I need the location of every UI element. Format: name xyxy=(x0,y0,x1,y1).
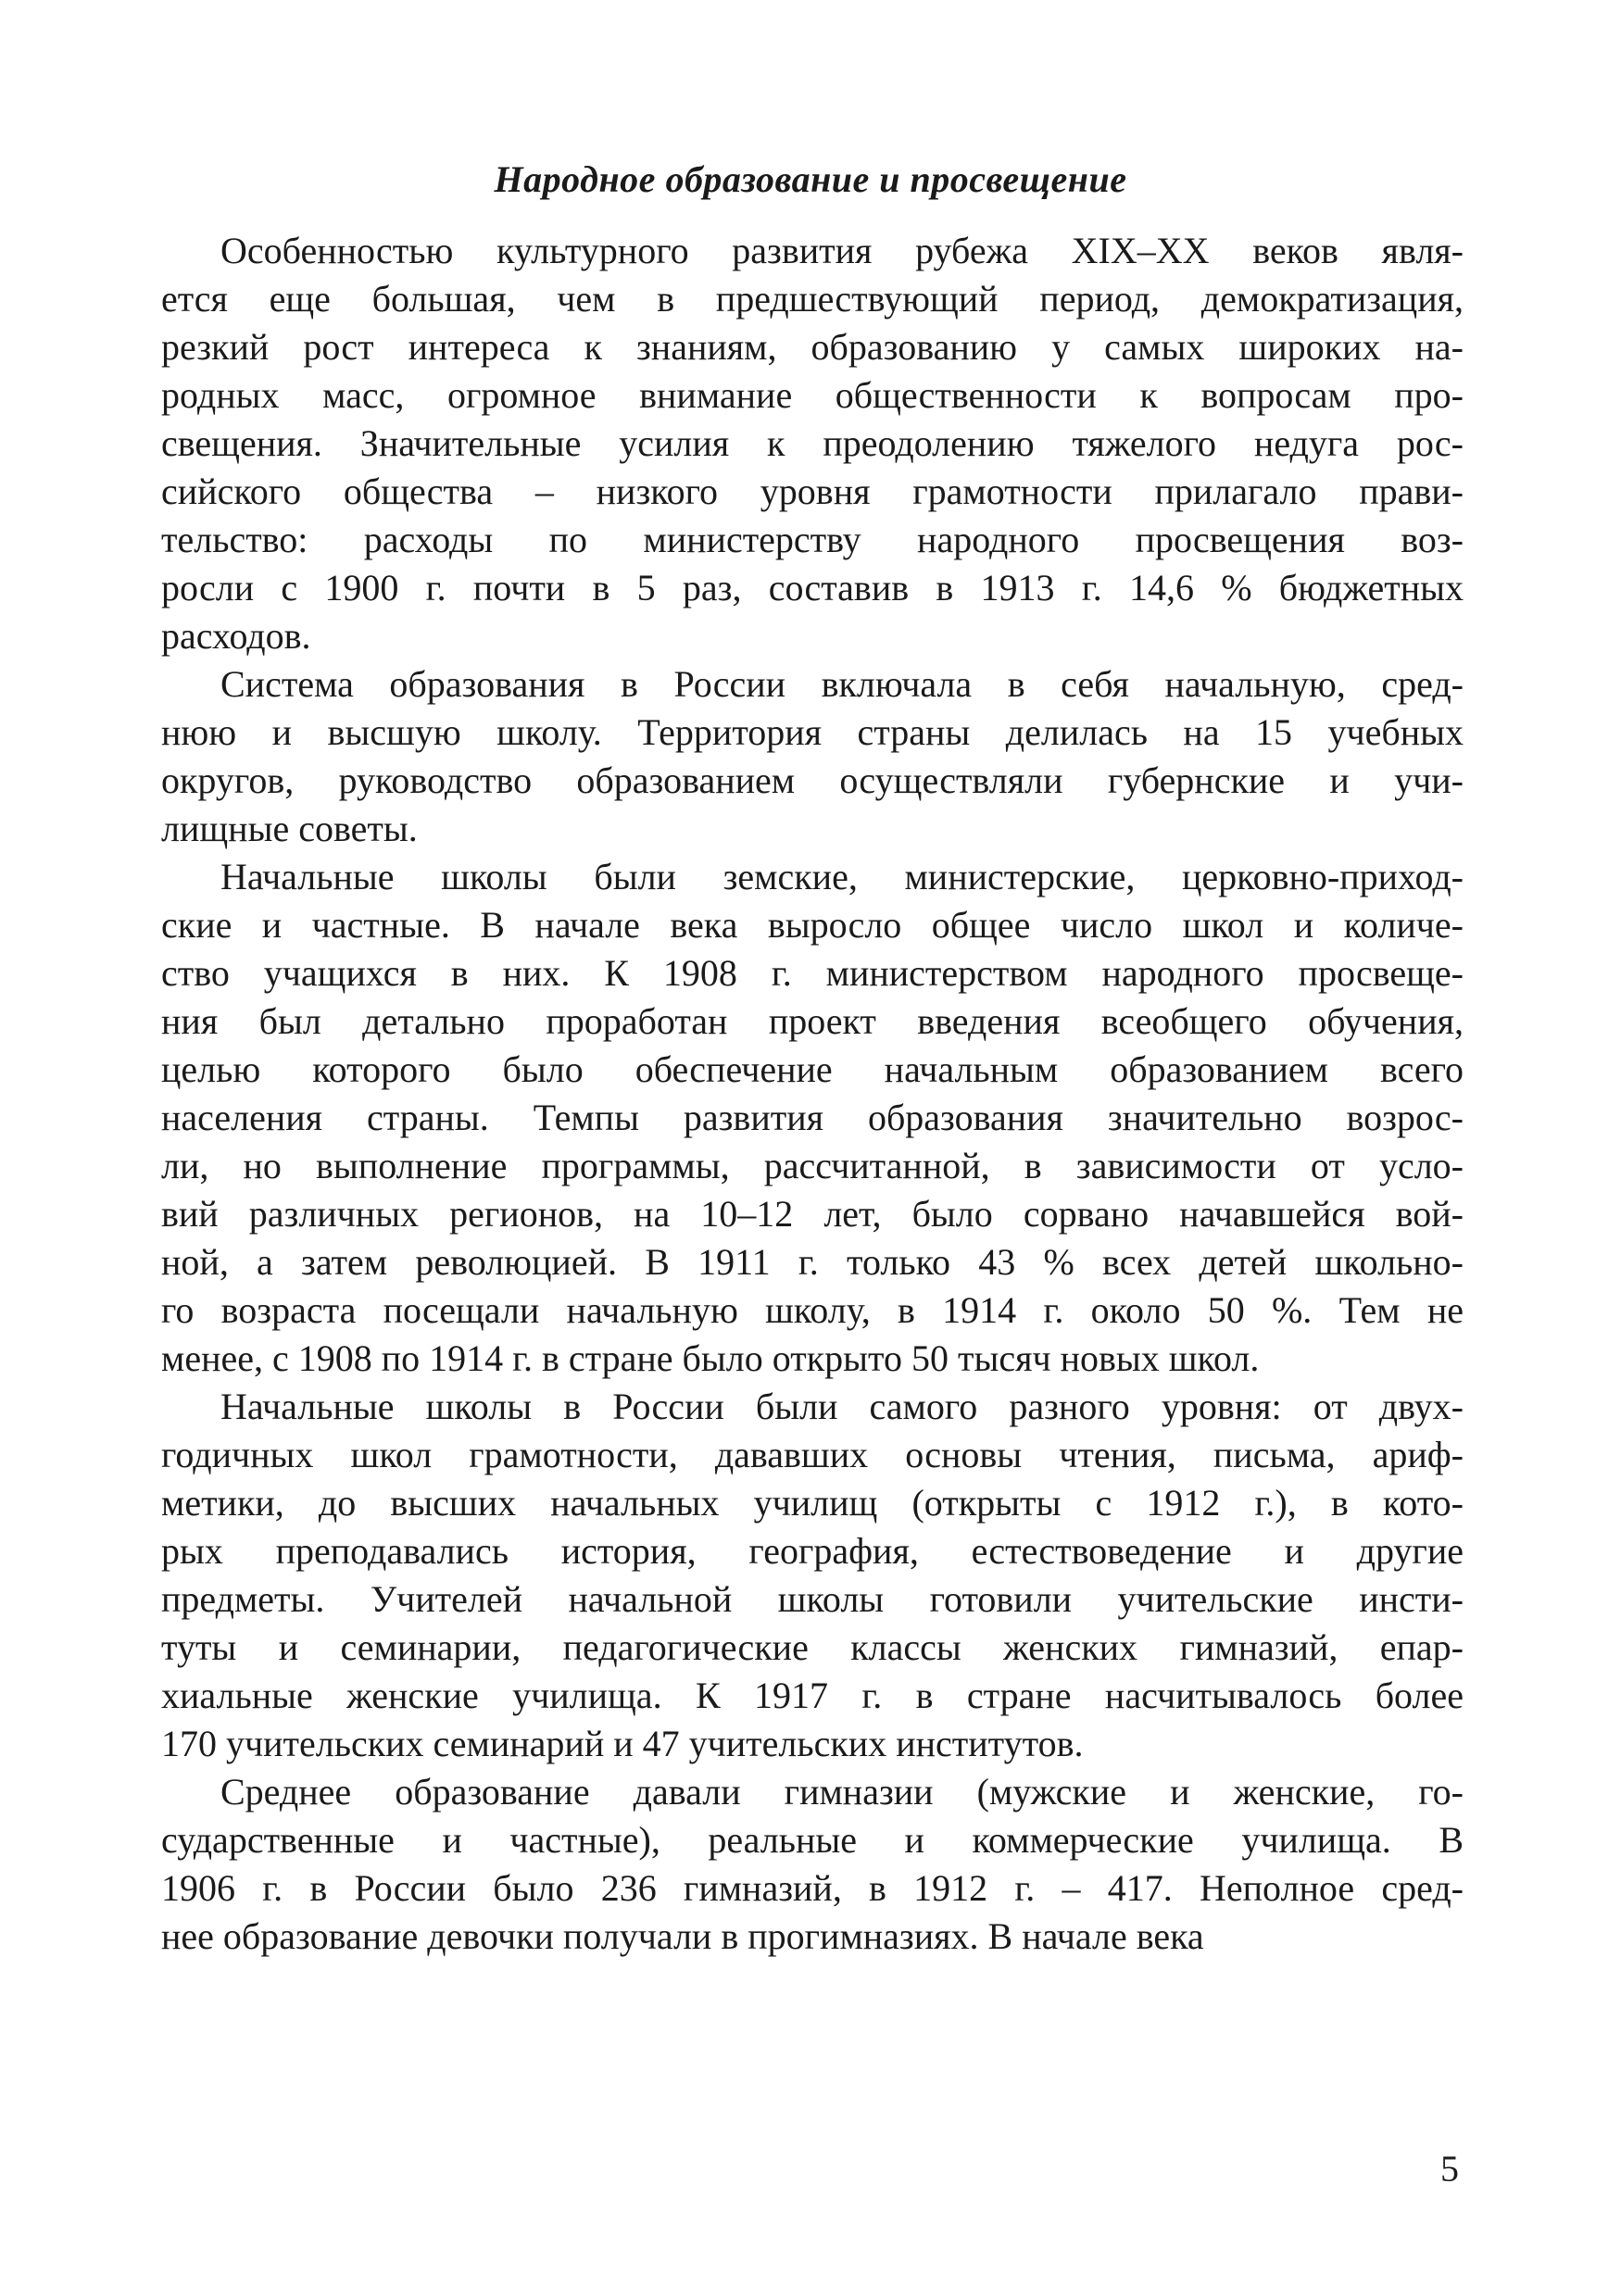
page-number: 5 xyxy=(1440,2148,1459,2189)
text-line: тельство: расходы по министерству народного просвещения воз- xyxy=(161,519,1464,560)
text-line: свещения. Значительные усилия к преодолению тяжелого недуга рос- xyxy=(161,422,1464,464)
text-line: сийского общества – низкого уровня грамотности прилагало прави- xyxy=(161,470,1464,512)
text-line: ство учащихся в них. К 1908 г. министерством народного просвеще- xyxy=(161,952,1464,994)
text-line: рых преподавались история, география, естествоведение и другие xyxy=(161,1530,1464,1572)
section-title: Народное образование и просвещение xyxy=(494,158,1127,200)
text-line: ния был детально проработан проект введения всеобщего обучения, xyxy=(161,1000,1464,1042)
text-line: 1906 г. в России было 236 гимназий, в 1912 г. – 417. Неполное сред- xyxy=(161,1867,1464,1909)
paragraph xyxy=(161,1768,1464,1961)
text-line: годичных школ грамотности, дававших основы чтения, письма, ариф- xyxy=(161,1434,1464,1475)
body-text xyxy=(161,227,1464,1961)
text-line: расходов. xyxy=(161,615,311,657)
text-line: ной, а затем революцией. В 1911 г. только 43 % всех детей школьно- xyxy=(161,1241,1464,1283)
text-line: Начальные школы в России были самого разного уровня: от двух- xyxy=(220,1386,1464,1427)
text-line: Начальные школы были земские, министерские, церковно-приход- xyxy=(220,856,1464,897)
paragraph xyxy=(161,227,1464,660)
text-line: го возраста посещали начальную школу, в 1914 г. около 50 %. Тем не xyxy=(161,1289,1464,1331)
text-line: ские и частные. В начале века выросло общее число школ и количе- xyxy=(161,904,1464,946)
text-line: 170 учительских семинарий и 47 учительских институтов. xyxy=(161,1723,1084,1764)
text-line: менее, с 1908 по 1914 г. в стране было открыто 50 тысяч новых школ. xyxy=(161,1337,1260,1379)
text-line: ется еще большая, чем в предшествующий период, демократизация, xyxy=(161,278,1464,320)
text-line: хиальные женские училища. К 1917 г. в стране насчитывалось более xyxy=(161,1675,1464,1716)
text-line: населения страны. Темпы развития образования значительно возрос- xyxy=(161,1097,1464,1138)
text-line: росли с 1900 г. почти в 5 раз, составив в 1913 г. 14,6 % бюджетных xyxy=(161,567,1464,609)
text-line: метики, до высших начальных училищ (открыты с 1912 г.), в кото- xyxy=(161,1482,1464,1524)
text-line: вий различных регионов, на 10–12 лет, было сорвано начавшейся вой- xyxy=(161,1193,1464,1235)
text-line: резкий рост интереса к знаниям, образованию у самых широких на- xyxy=(161,326,1464,368)
text-line: Особенностью культурного развития рубежа XIX–XX веков явля- xyxy=(220,230,1464,271)
paragraph xyxy=(161,853,1464,1383)
text-line: округов, руководство образованием осуществляли губернские и учи- xyxy=(161,759,1464,801)
text-line: Среднее образование давали гимназии (мужские и женские, го- xyxy=(220,1771,1464,1813)
text-line: родных масс, огромное внимание общественности к вопросам про- xyxy=(161,374,1464,416)
text-line: ли, но выполнение программы, рассчитанной, в зависимости от усло- xyxy=(161,1145,1464,1186)
text-line: Система образования в России включала в себя начальную, сред- xyxy=(220,663,1464,705)
text-line: целью которого было обеспечение начальным образованием всего xyxy=(161,1048,1464,1090)
paragraph xyxy=(161,660,1464,853)
paragraph xyxy=(161,1383,1464,1768)
text-line: сударственные и частные), реальные и коммерческие училища. В xyxy=(161,1819,1464,1861)
text-line: предметы. Учителей начальной школы готовили учительские инсти- xyxy=(161,1578,1464,1620)
text-line: лищные советы. xyxy=(161,808,418,849)
text-line: туты и семинарии, педагогические классы женских гимназий, епар- xyxy=(161,1626,1464,1668)
text-line: нее образование девочки получали в прогимназиях. В начале века xyxy=(161,1915,1204,1957)
text-line: нюю и высшую школу. Территория страны делилась на 15 учебных xyxy=(161,711,1464,753)
